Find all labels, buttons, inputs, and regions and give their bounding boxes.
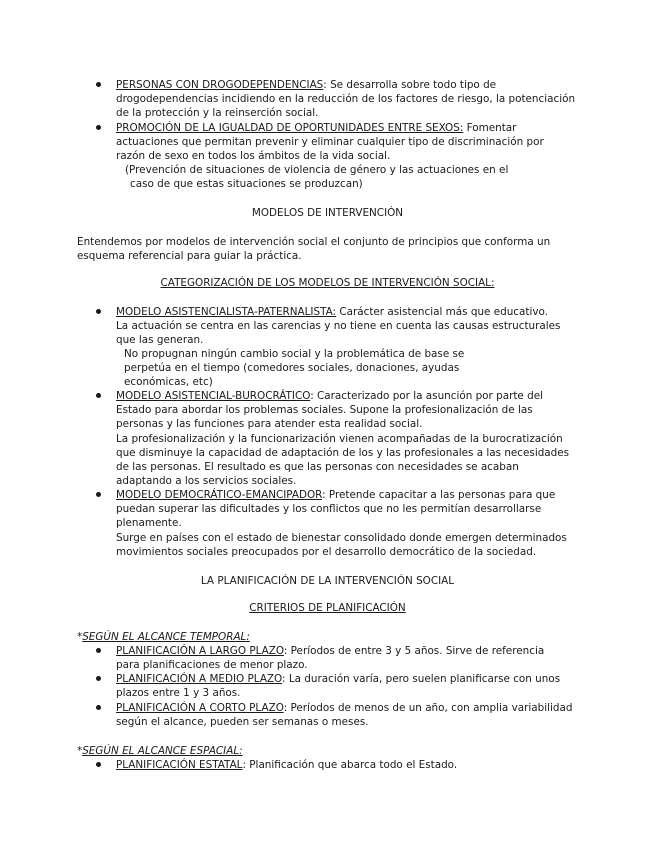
text-line: adaptando a los servicios sociales. [116,475,297,487]
text-line: personas y las funciones para atender esta realidad social. [116,418,423,430]
item-term: MODELO ASISTENCIAL-BUROCRÁTICO [116,390,311,402]
text-line: actuaciones que permitan prevenir y eliminar cualquier tipo de discriminación por [116,136,544,148]
item-term: PLANIFICACIÓN ESTATAL [116,759,243,771]
text-line: drogodependencias incidiendo en la reducción de los factores de riesgo, la potenciación [116,93,576,105]
text-line: La profesionalización y la funcionarización vienen acompañadas de la burocratización [116,433,563,445]
section-subtitle-criterios: CRITERIOS DE PLANIFICACIÓN [249,602,406,614]
item-text: : Planificación que abarca todo el Estado. [242,759,458,771]
item-text: : La duración varía, pero suelen planificarse con unos [282,673,561,685]
text-line: de la protección y la reinserción social. [116,107,319,119]
bullet [96,125,101,130]
item-term: PERSONAS CON DROGODEPENDENCIAS [116,79,324,91]
text-line: No propugnan ningún cambio social y la problemática de base se [124,348,465,360]
bullet [96,393,101,398]
bullet [96,705,101,710]
text-line: económicas, etc) [124,376,213,388]
heading-alcance-espacial: *SEGÚN EL ALCANCE ESPACIAL: [77,745,243,757]
bullet [96,762,101,767]
text-line: plenamente. [116,517,182,529]
item-text: : Períodos de menos de un año, con amplia variabilidad [283,702,573,714]
bullet [96,648,101,653]
text-line: movimientos sociales preocupados por el desarrollo democrático de la sociedad. [116,546,537,558]
text-line: puedan superar las dificultades y los conflictos que no les permitían desarrollarse [116,503,542,515]
text-line: Estado para abordar los problemas sociales. Supone la profesionalización de las [116,404,533,416]
list-item-asistencialista [116,305,548,319]
list-item-largo-plazo [116,644,544,658]
bullet [96,82,101,87]
text-line: La actuación se centra en las carencias y no tiene en cuenta las causas estructurales [116,320,561,332]
item-term: PLANIFICACIÓN A LARGO PLAZO [116,645,284,657]
text-line: según el alcance, pueden ser semanas o meses. [116,716,369,728]
item-text: : Se desarrolla sobre todo tipo de [323,79,497,91]
item-term: MODELO ASISTENCIALISTA-PATERNALISTA: [116,306,337,318]
text-line: plazos entre 1 y 3 años. [116,687,241,699]
list-item-corto-plazo [116,701,572,715]
text-line: de las personas. El resultado es que las personas con necesidades se acaban [116,461,519,473]
text-line: perpetúa en el tiempo (comedores sociales, donaciones, ayudas [124,362,460,374]
list-item-medio-plazo [116,672,560,686]
item-term: PLANIFICACIÓN A CORTO PLAZO [116,702,284,714]
item-text: Carácter asistencial más que educativo. [336,306,548,318]
list-item-drogodependencias [116,78,496,92]
item-text: : Períodos de entre 3 y 5 años. Sirve de referencia [283,645,545,657]
section-subtitle-categorizacion: CATEGORIZACIÓN DE LOS MODELOS DE INTERVENCIÓN SOCIAL: [160,277,495,289]
text-line: (Prevención de situaciones de violencia de género y las actuaciones en el [125,164,509,176]
list-item-estatal [116,758,457,772]
item-text: Fomentar [463,122,517,134]
list-item-democratico [116,488,555,502]
text-line: Surge en países con el estado de bienestar consolidado donde emergen determinados [116,532,567,544]
intro-line: esquema referencial para guiar la práctica. [77,250,302,262]
bullet [96,309,101,314]
bullet [96,492,101,497]
item-text: : Pretende capacitar a las personas para que [322,489,556,501]
section-title-planificacion: LA PLANIFICACIÓN DE LA INTERVENCIÓN SOCIAL [200,575,455,587]
heading-alcance-temporal: *SEGÚN EL ALCANCE TEMPORAL: [77,631,250,643]
item-term: PLANIFICACIÓN A MEDIO PLAZO [116,673,283,685]
bullet [96,676,101,681]
text-line: que disminuye la capacidad de adaptación de los y las profesionales a las necesidades [116,447,570,459]
item-term: MODELO DEMOCRÁTICO-EMANCIPADOR [116,489,323,501]
intro-line: Entendemos por modelos de intervención social el conjunto de principios que conforma un [77,236,551,248]
text-line: para planificaciones de menor plazo. [116,659,308,671]
item-term: PROMOCIÓN DE LA IGUALDAD DE OPORTUNIDADES ENTRE SEXOS: [116,122,464,134]
list-item-igualdad [116,121,516,135]
item-text: : Caracterizado por la asunción por parte del [310,390,543,402]
list-item-burocratico [116,389,543,403]
section-title-models: MODELOS DE INTERVENCIÓN [251,207,404,219]
text-line: caso de que estas situaciones se produzcan) [130,178,363,190]
text-line: razón de sexo en todos los ámbitos de la vida social. [116,150,391,162]
text-line: que las generan. [116,334,204,346]
